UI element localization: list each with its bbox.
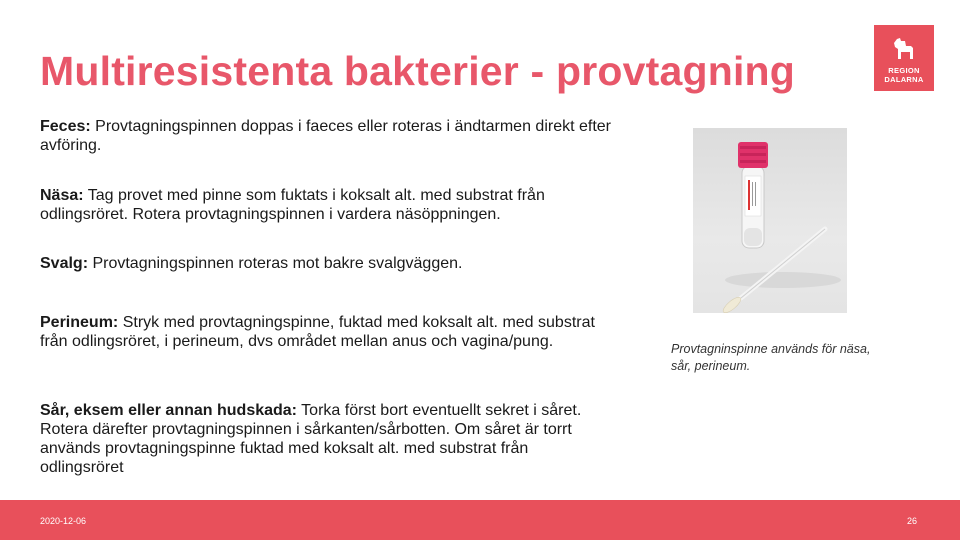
paragraph-text: Stryk med provtagningspinne, fuktad med koksalt alt. med substrat från odlingsröret, i perineum, dvs området mellan anus och vagina/pung. (40, 314, 595, 350)
paragraph-perineum (40, 313, 600, 351)
paragraph-label: Sår, eksem eller annan hudskada: (40, 402, 298, 419)
paragraph-nasa (40, 186, 620, 224)
paragraph-label: Svalg: (40, 255, 89, 272)
paragraph-svalg (40, 254, 620, 273)
paragraph-label: Feces: (40, 118, 91, 135)
page-number: 26 (907, 516, 918, 526)
logo-text-dalarna: DALARNA (884, 75, 924, 84)
paragraph-text: Tag provet med pinne som fuktats i koksalt alt. med substrat från odlingsröret. Rotera provtagningspinnen i vardera näsöppningen. (40, 187, 545, 223)
logo-text-region: REGION (888, 66, 920, 75)
paragraph-text: Provtagningspinnen doppas i faeces eller roteras i ändtarmen direkt efter avföring. (40, 118, 611, 154)
region-dalarna-logo (874, 25, 934, 91)
swab-tube-photo (693, 128, 847, 313)
swab-tube-illustration (693, 128, 847, 313)
slide-title: Multiresistenta bakterier - provtagning (40, 48, 796, 94)
paragraph-feces (40, 117, 620, 155)
photo-caption: Provtagninspinne används för näsa, sår, perineum. (671, 342, 871, 373)
footer-date: 2020-12-06 (40, 516, 87, 526)
paragraph-label: Näsa: (40, 187, 84, 204)
paragraph-text: Torka först bort eventuellt sekret i såret. Rotera därefter provtagningspinnen i sårkanten/sårbotten. Om såret är torrt används provtagningspinne fuktad med koksalt alt. med substrat från odlingsröret (40, 402, 582, 476)
paragraph-label: Perineum: (40, 314, 119, 331)
footer-bar (0, 500, 960, 540)
paragraph-sar (40, 401, 608, 477)
dala-horse-icon (893, 37, 915, 63)
paragraph-text: Provtagningspinnen roteras mot bakre svalgväggen. (88, 255, 463, 272)
